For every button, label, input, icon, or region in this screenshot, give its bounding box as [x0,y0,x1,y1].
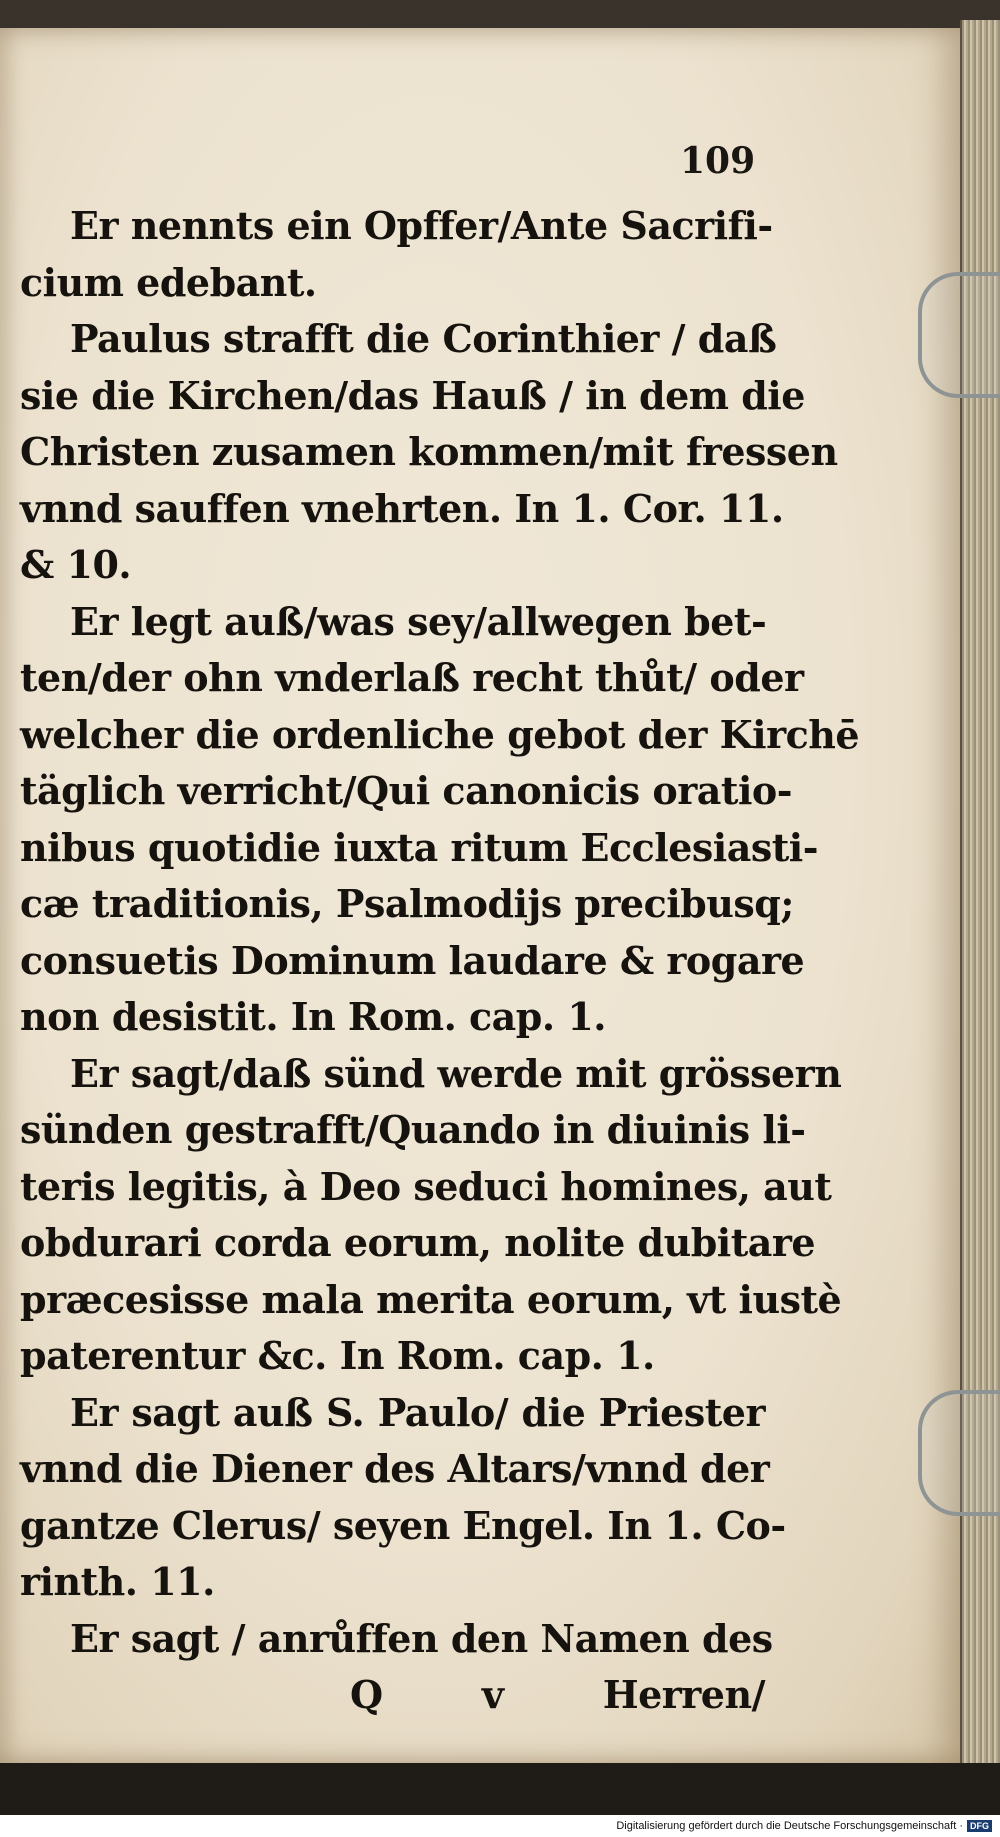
text-line: obdurari corda eorum, nolite dubitare [20,1220,816,1265]
text-line: welcher die ordenliche gebot der Kirchē [20,711,860,757]
text-line: rinth. 11. [20,1559,215,1604]
text-line: Er sagt auß S. Paulo/ die Priester [70,1389,765,1435]
text-line: vnnd sauffen vnehrten. In 1. Cor. 11. [20,485,784,531]
catchword-line: Q v Herren/ [350,1672,765,1717]
text-line: sünden gestrafft/Quando in diuinis li- [20,1107,806,1152]
text-line: Christen zusamen kommen/mit fressen [20,429,838,474]
text-line: cæ traditionis, Psalmodijs precibusq; [20,881,794,926]
text-block [20,198,860,1724]
text-line: teris legitis, à Deo seduci homines, aut [20,1163,832,1209]
text-line: Paulus strafft die Corinthier / daß [70,316,777,361]
text-line: cium edebant. [20,259,317,305]
text-line: gantze Clerus/ seyen Engel. In 1. Co- [20,1502,786,1548]
text-line: täglich verricht/Qui canonicis oratio- [20,768,793,813]
text-line: præcesisse mala merita eorum, vt iustè [20,1276,842,1322]
footer-bar [0,1815,1000,1837]
text-line: sie die Kirchen/das Hauß / in dem die [20,372,805,418]
text-line: non desistit. In Rom. cap. 1. [20,994,606,1039]
page-clip [918,272,1000,398]
dfg-logo: DFG [967,1820,992,1832]
text-line: Er sagt / anrůffen den Namen des [70,1615,773,1661]
text-line: ten/der ohn vnderlaß recht thůt/ oder [20,655,804,700]
page-number: 109 [680,140,756,182]
footer-credit: Digitalisierung gefördert durch die Deutsche Forschungsgemeinschaft · [616,1820,963,1832]
text-line: nibus quotidie iuxta ritum Ecclesiasti- [20,824,818,870]
book-page [0,28,962,1763]
text-line: & 10. [20,542,132,587]
text-line: vnnd die Diener des Altars/vnnd der [20,1446,770,1491]
page-clip [918,1390,1000,1516]
scan-bottom-band [0,1763,1000,1815]
text-line: Er nennts ein Opffer/Ante Sacrifi- [70,203,773,248]
text-line: paterentur &c. In Rom. cap. 1. [20,1333,655,1378]
text-line: consuetis Dominum laudare & rogare [20,937,805,983]
text-line: Er sagt/daß sünd werde mit grössern [70,1050,842,1096]
text-line: Er legt auß/was sey/allwegen bet- [70,598,767,644]
